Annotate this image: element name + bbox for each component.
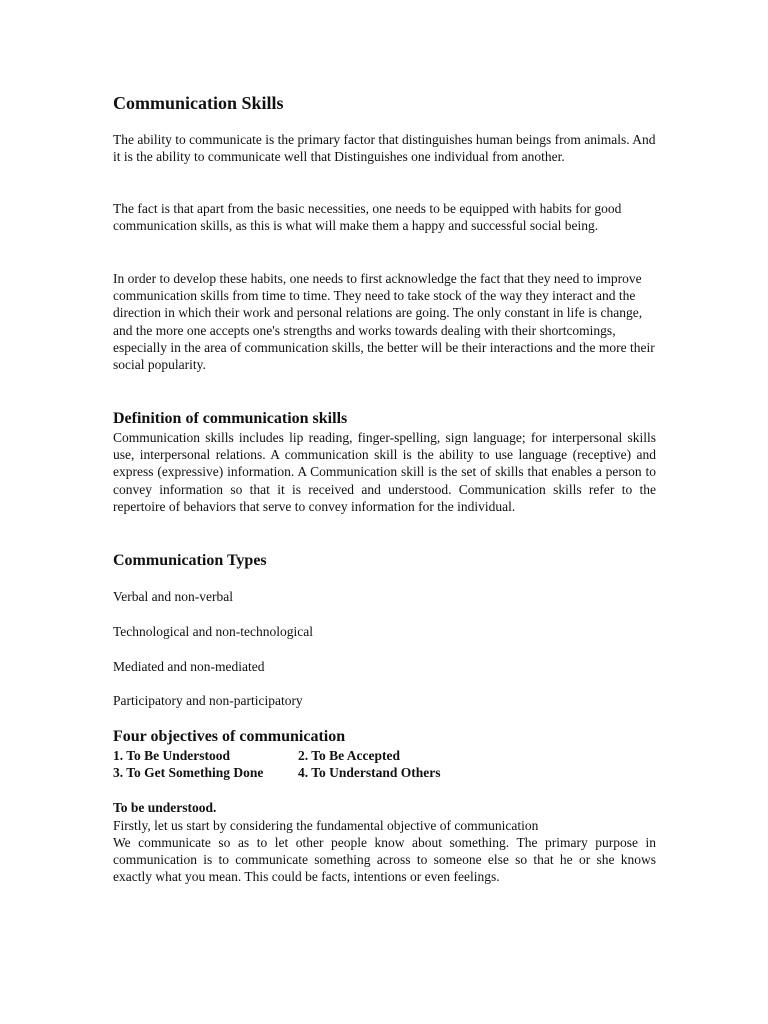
understood-heading: To be understood. [113, 800, 217, 815]
types-heading: Communication Types [113, 552, 267, 569]
intro-paragraph-2: The fact is that apart from the basic necessities, one needs to be equipped with habits for good communication skills, as this is what will make them a happy and successful social being. [113, 201, 622, 234]
intro-paragraph-1: The ability to communicate is the primary factor that distinguishes human beings from animals. And it is the ability to communicate well that Distinguishes one individual from another. [113, 132, 656, 165]
objectives-heading: Four objectives of communication [113, 728, 346, 745]
understood-intro: Firstly, let us start by considering the fundamental objective of communication [113, 818, 539, 833]
definition-heading: Definition of communication skills [113, 410, 348, 427]
objective-item: 4. To Understand Others [298, 765, 441, 780]
type-item: Technological and non-technological [113, 624, 313, 639]
definition-text: Communication skills includes lip reading, finger-spelling, sign language; for interpersonal skills use, interpersonal relations. A communication skill is the ability to use language (receptive) and express (expressive) information. A Communication skill is the set of skills that enables a person to convey information so that it is received and understood. Communication skills refer to the repertoire of behaviors that serve to convey information for the individual. [113, 430, 656, 514]
objective-item: 2. To Be Accepted [298, 748, 401, 763]
type-item: Mediated and non-mediated [113, 659, 265, 674]
type-item: Participatory and non-participatory [113, 693, 303, 708]
objective-item: 3. To Get Something Done [113, 765, 264, 780]
objectives-row [113, 764, 441, 781]
objective-item: 1. To Be Understood [113, 748, 231, 763]
intro-paragraph-3: In order to develop these habits, one needs to first acknowledge the fact that they need to improve communication skills from time to time. They need to take stock of the way they interact and the direction in which their work and personal relations are going. The only constant in life is change, and the more one accepts one's strengths and works towards dealing with their shortcomings, especially in the area of communication skills, the better will be their interactions and the more their social popularity. [113, 271, 655, 373]
type-item: Verbal and non-verbal [113, 589, 233, 604]
document-title: Communication Skills [113, 93, 284, 113]
understood-text: We communicate so as to let other people know about something. The primary purpose in communication is to communicate something across to someone else so that he or she knows exactly what you mean. This could be facts, intentions or even feelings. [113, 835, 656, 885]
objectives-row [113, 747, 401, 764]
